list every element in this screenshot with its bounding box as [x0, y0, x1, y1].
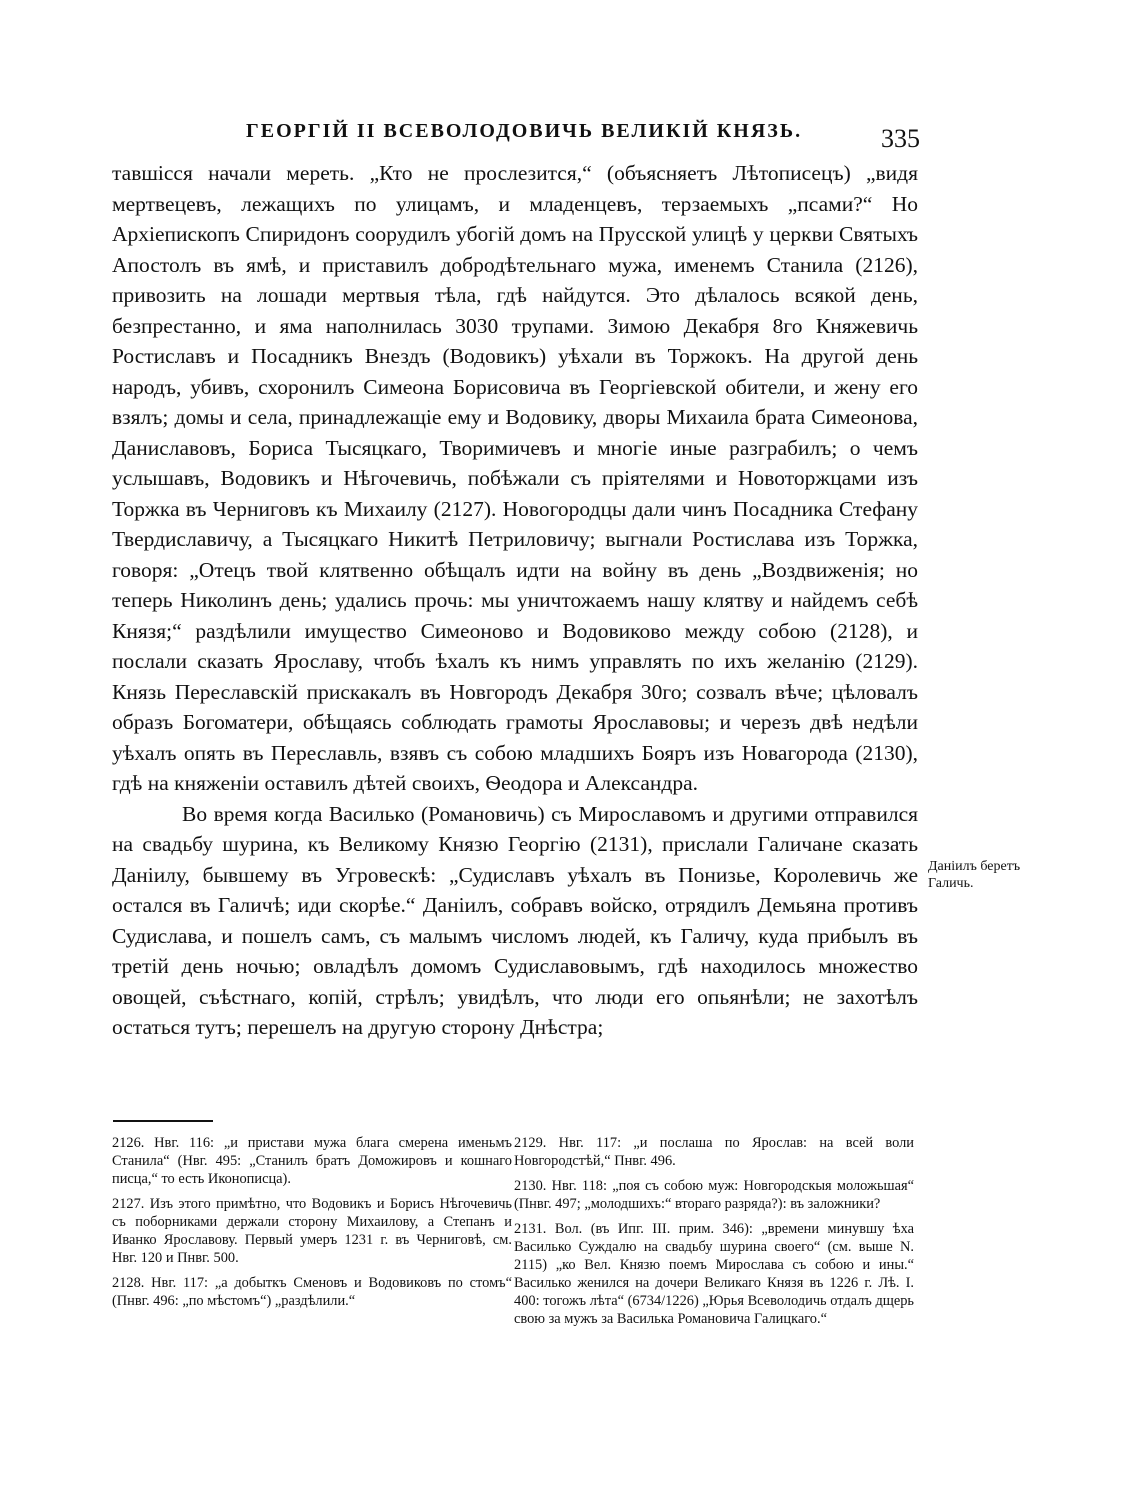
paragraph-1: тавшісся начали мереть. „Кто не прослезится,“ (объясняетъ Лѣтописецъ) „видя мертвецевъ, лежащихъ по улицамъ, и младенцевъ, терзаемыхъ „псами?“ Но Архіепископъ Спиридонъ соорудилъ убогій домъ на Прусской улицѣ у церкви Святыхъ Апостолъ въ ямѣ, и приставилъ добродѣтельнаго мужа, именемъ Станила (2126), привозить на лошади мертвыя тѣла, гдѣ найдутся. Это дѣлалось всякой день, безпрестанно, и яма наполнилась 3030 трупами. Зимою Декабря 8го Княжевичь Ростиславъ и Посадникъ Внездъ (Водовикъ) уѣхали въ Торжокъ. На другой день народъ, убивъ, схоронилъ Симеона Борисовича въ Георгіевской обители, и жену его взялъ; домы и села, принадлежащіе ему и Водовику, дворы Михаила брата Симеонова, Даниславовъ, Бориса Тысяцкаго, Творимичевъ и многіе иные разграбилъ; о чемъ услышавъ, Водовикъ и Нѣгочевичь, побѣжали съ пріятелями и Новоторжцами изъ Торжка въ Черниговъ къ Михаилу (2127). Новогородцы дали чинъ Посадника Стефану Твердиславичу, а Тысяцкаго Никитѣ Петриловичу; выгнали Ростислава изъ Торжка, говоря: „Отецъ твой клятвенно обѣщалъ идти на войну въ день „Воздвиженія; но теперь Николинъ день; удались прочь: мы уничтожаемъ нашу клятву и найдемъ себѣ Князя;“ раздѣлили имущество Симеоново и Водовиково между собою (2128), и послали сказать Ярославу, чтобъ ѣхалъ къ нимъ управлять по ихъ желанію (2129). Князь Переславскій прискакалъ въ Новгородъ Декабря 30го; созвалъ вѣче; цѣловалъ образъ Богоматери, обѣщаясь соблюдать грамоты Ярославовы; и черезъ двѣ недѣли уѣхалъ опять въ Переславль, взявъ съ собою младшихъ Бояръ изъ Новагорода (2130), гдѣ на княженіи оставилъ дѣтей своихъ, Ѳеодора и Александра. — [112, 161, 918, 795]
page-number: 335 — [881, 124, 920, 153]
footnote-2128: 2128. Нвг. 117: „а добыткъ Сменовъ и Водовиковъ по стомъ“ (Пнвг. 496: „по мѣстомъ“) „раздѣлили.“ — [112, 1275, 512, 1309]
paragraph-2: Во время когда Василько (Романовичь) съ Мирославомъ и другими отправился на свадьбу шурина, къ Великому Князю Георгію (2131), прислали Галичане сказать Даніилу, бывшему въ Угровескѣ: „Судиславъ уѣхалъ въ Понизье, Королевичь же остался въ Галичѣ; иди скорѣе.“ Даніилъ, собравъ войско, отрядилъ Демьяна противъ Судислава, и пошелъ самъ, съ малымъ числомъ людей, къ Галичу, куда прибылъ въ третій день ночью; овладѣлъ домомъ Судиславовымъ, гдѣ находилось множество овощей, съѣстнаго, копій, стрѣлъ; увидѣлъ, что люди его опьянѣли; не захотѣлъ остаться тутъ; перешелъ на другую сторону Днѣстра; — [112, 801, 918, 1039]
main-text — [112, 158, 918, 1043]
running-header — [230, 118, 920, 158]
footnote-2129: 2129. Нвг. 117: „и послаша по Ярослав: на всей воли Новгородстѣй,“ Пнвг. 496. — [514, 1135, 914, 1169]
footnote-2130: 2130. Нвг. 118: „поя съ собою муж: Новгородскыя моложьшая“ (Пнвг. 497; „молодшихъ:“ втораго разряда?): въ заложники? — [514, 1178, 914, 1212]
footnotes-right-column — [514, 1134, 914, 1335]
footnote-2131: 2131. Вол. (въ Ипг. III. прим. 346): „времени минувшу ѣха Василько Суждалю на свадьбу шурина своего“ (см. выше N. 2115) „ко Вел. Князю поемъ Мирослава съ собою и ины.“ Василько женился на дочери Великаго Князя въ 1226 г. Лѣ. I. 400: тогожъ лѣта“ (6734/1226) „Юрья Всеволодичь отдалъ дщерь свою за мужъ за Василька Романовича Галицкаго.“ — [514, 1221, 914, 1327]
header-title: ГЕОРГІЙ II ВСЕВОЛОДОВИЧЬ ВЕЛИКІЙ КНЯЗЬ. — [246, 120, 803, 142]
footnotes-left-column — [112, 1134, 512, 1317]
margin-note: Даніилъ беретъ Галичь. — [928, 859, 1021, 891]
footnote-2127: 2127. Изъ этого примѣтно, что Водовикъ и Борисъ Нѣгочевичь съ поборниками держали сторону Михаилову, а Степанъ и Иванко Ярославову. Первый умеръ 1231 г. въ Черниговѣ, см. Нвг. 120 и Пнвг. 500. — [112, 1196, 512, 1266]
footnote-divider — [113, 1120, 213, 1122]
footnote-2126: 2126. Нвг. 116: „и пристави мужа блага смерена именьмъ Станила“ (Нвг. 495: „Станилъ братъ Доможировъ и кошнаго писца,“ то есть Иконописца). — [112, 1135, 512, 1187]
